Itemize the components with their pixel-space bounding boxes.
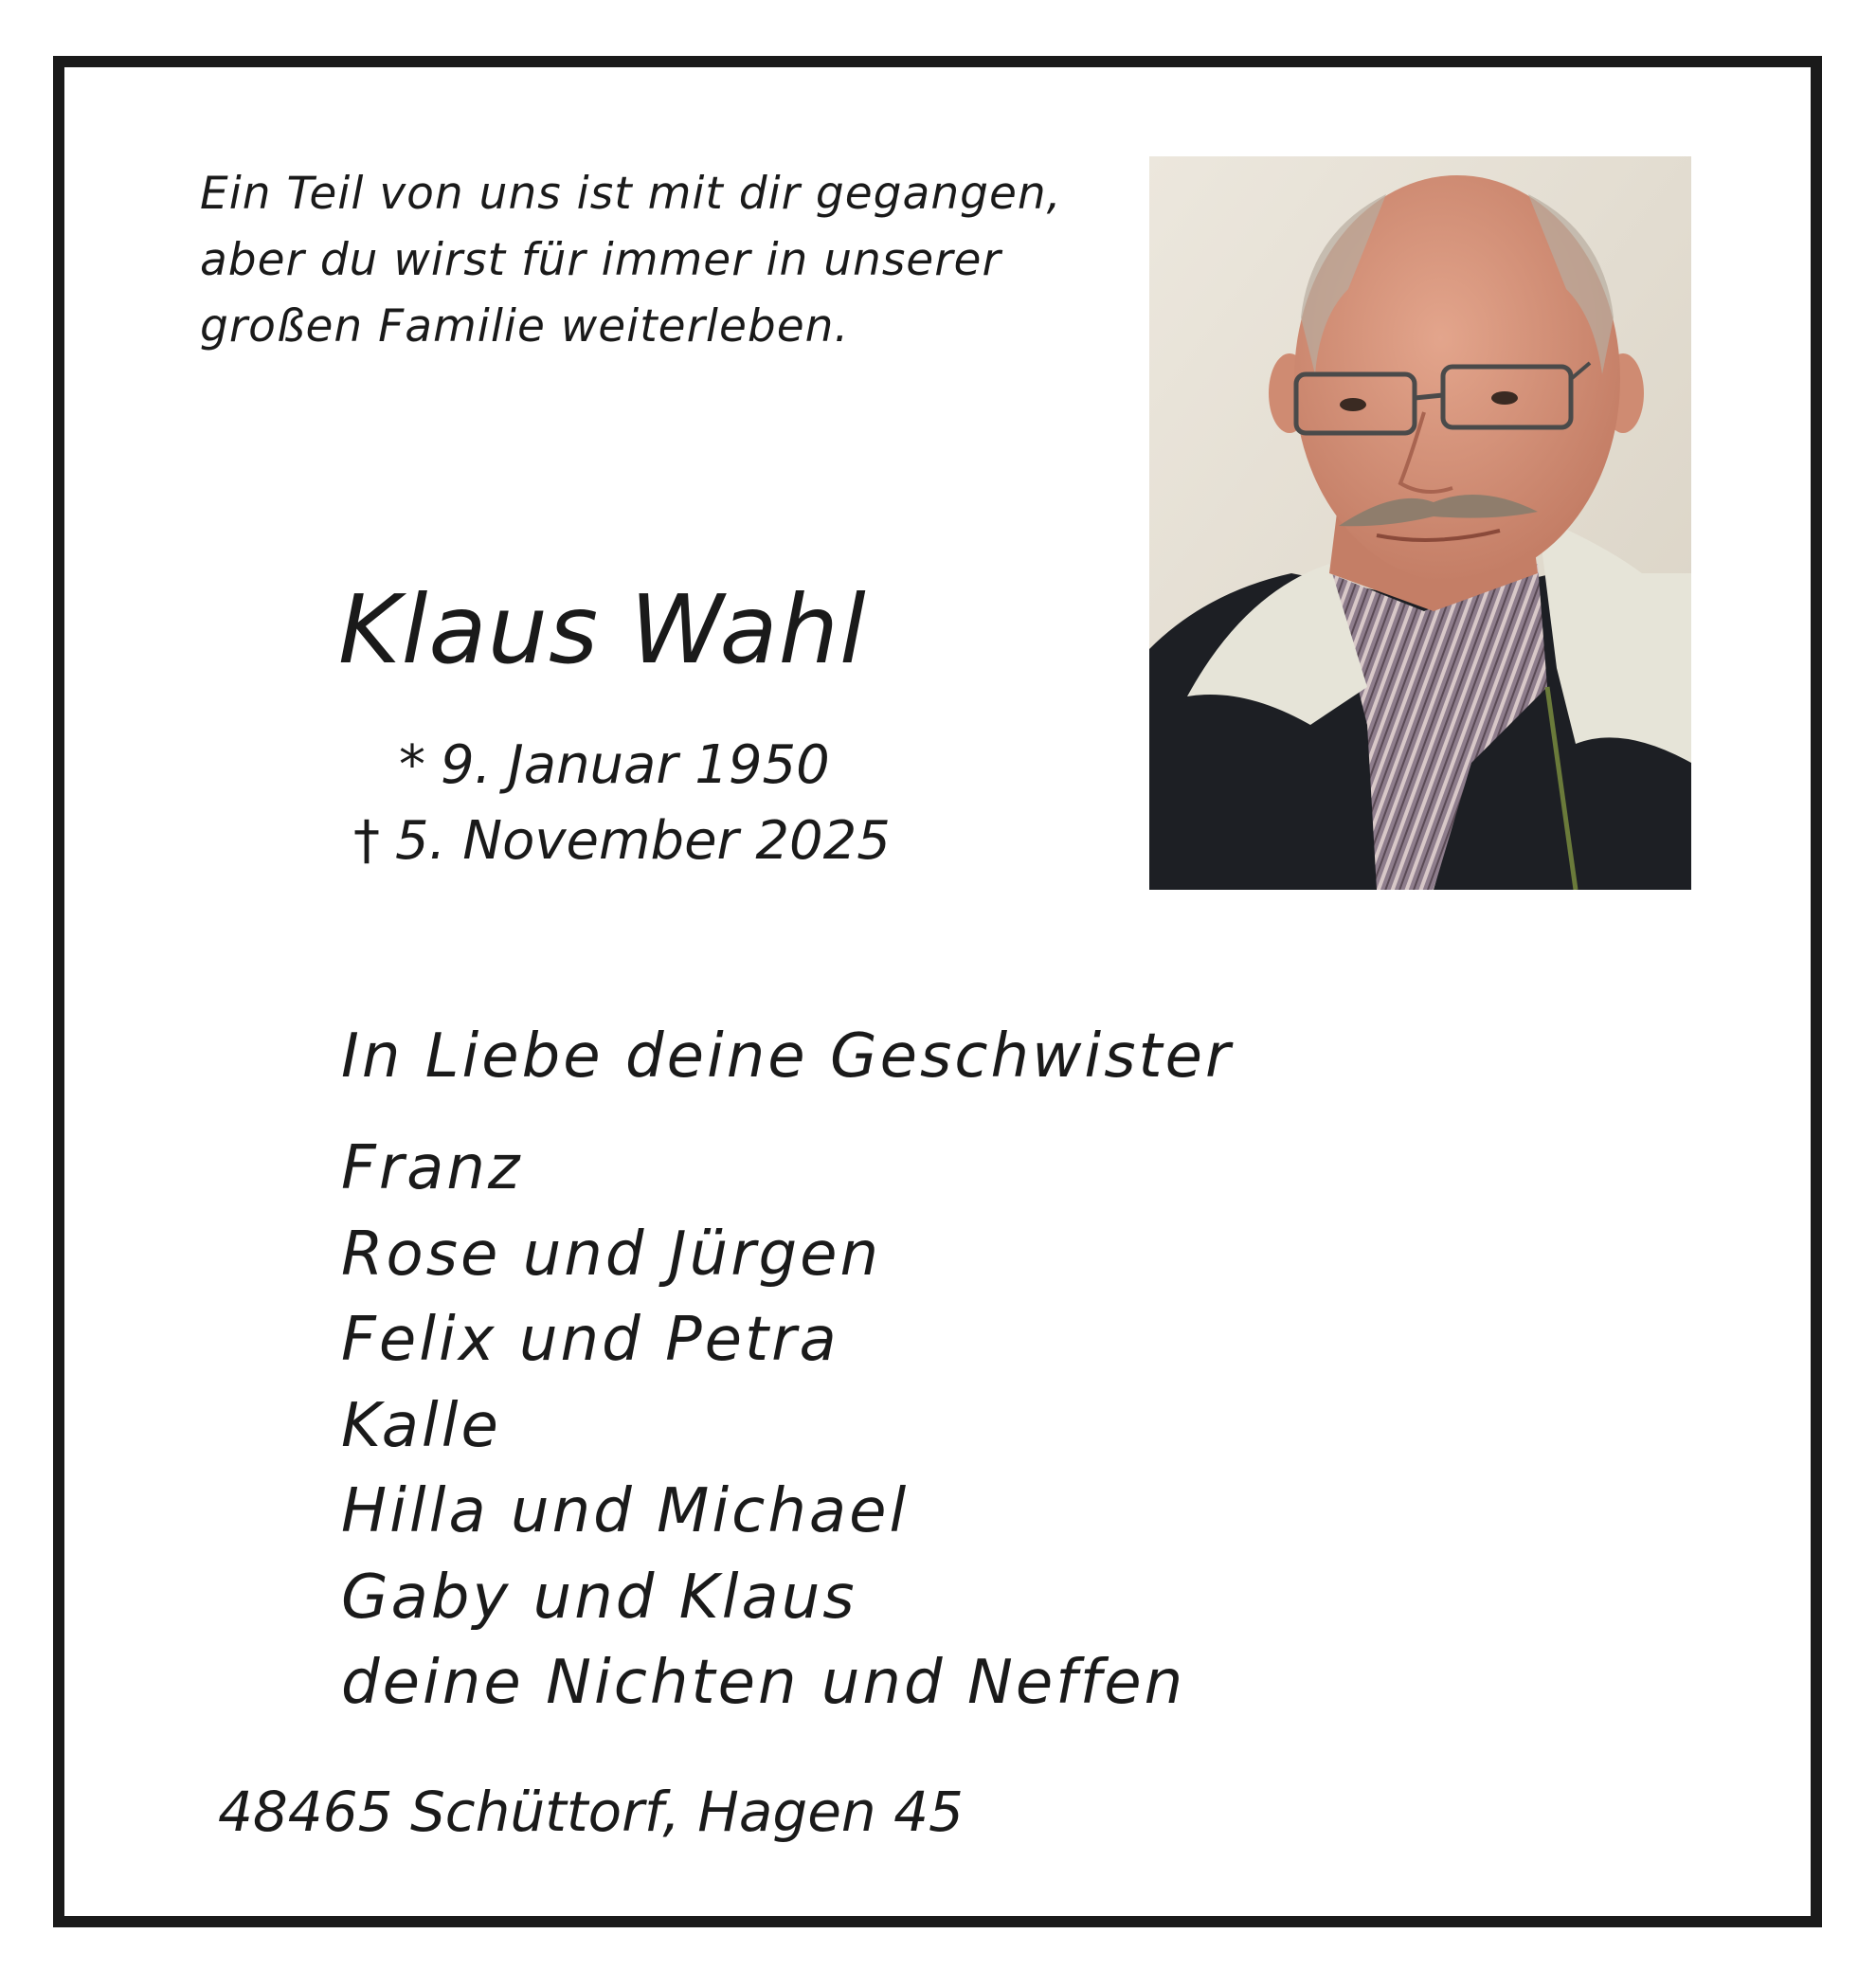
mourners-heading: In Liebe deine Geschwister [341,1021,1234,1092]
death-cross-icon: † [353,810,380,872]
family-address: 48465 Schüttorf, Hagen 45 [218,1780,964,1844]
mourners-block [341,1014,1233,1726]
mourner-name: Felix und Petra [341,1305,839,1375]
mourner-name: deine Nichten und Neffen [341,1648,1186,1718]
portrait-photo [1149,156,1691,890]
birth-row [338,728,891,804]
birth-asterisk-icon: * [399,734,425,796]
motto-line: großen Familie weiterleben. [200,300,850,352]
death-date: 5. November 2025 [395,810,891,872]
motto-text [200,161,1062,360]
mourner-name: Franz [341,1133,523,1203]
mourner-name: Kalle [341,1390,501,1461]
motto-line: Ein Teil von uns ist mit dir gegangen, [200,168,1062,220]
mourners-list [341,1126,1233,1726]
deceased-name: Klaus Wahl [338,574,867,685]
mourner-name: Rose und Jürgen [341,1219,882,1290]
death-row [338,804,891,879]
mourner-name: Gaby und Klaus [341,1562,857,1633]
motto-line: aber du wirst für immer in unserer [200,234,1001,286]
life-dates [338,728,891,879]
mourner-name: Hilla und Michael [341,1476,910,1546]
birth-date: 9. Januar 1950 [441,734,830,796]
